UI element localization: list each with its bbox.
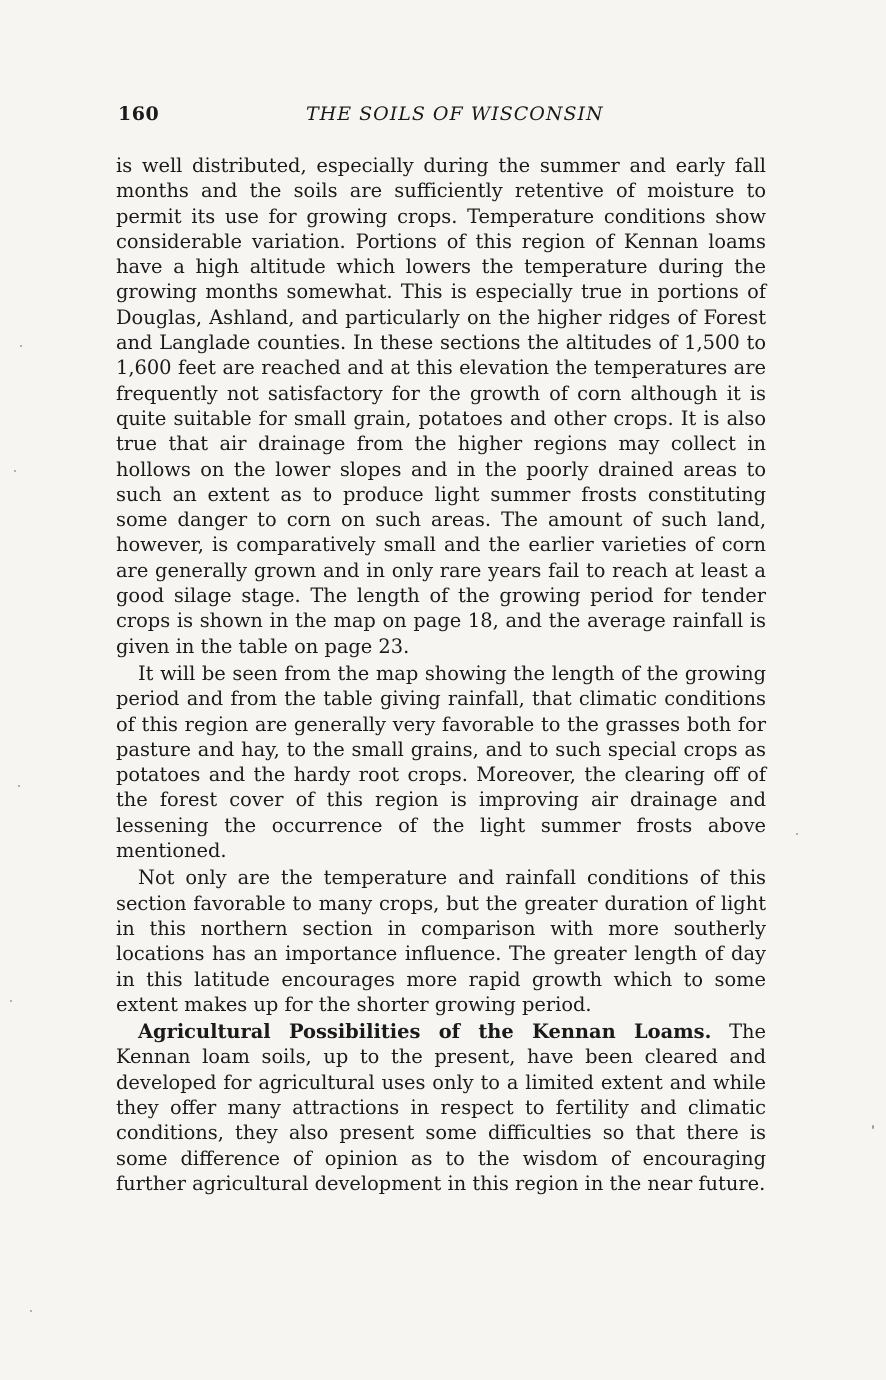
- paragraph-2: It will be seen from the map showing the length of the growing period and from the table giving rainfall, that climatic conditions of this region are generally very favorable to the grasses both for pasture and hay, to the small grains, and to such special crops as potatoes and the hardy root crops. Moreover, the clearing off of the forest cover of this region is improving air drainage and lessening the occurrence of the light summer frosts above mentioned.: [116, 661, 766, 863]
- scan-speck: [796, 833, 798, 835]
- scan-speck: [10, 1000, 12, 1002]
- scan-speck: [20, 345, 22, 347]
- scan-speck: [18, 785, 20, 787]
- running-head: [116, 103, 766, 137]
- paragraph-4: [116, 1019, 766, 1196]
- paragraph-3: Not only are the temperature and rainfall conditions of this section favorable to many crops, but the greater duration of light in this northern section in comparison with more southerly locations has an importance influence. The greater length of day in this latitude encourages more rapid growth which to some extent makes up for the shorter growing period.: [116, 866, 766, 1016]
- scan-speck: [872, 1125, 874, 1129]
- paragraph-1: is well distributed, especially during the summer and early fall months and the soils are sufficiently retentive of moisture to permit its use for growing crops. Temperature conditions show considerable variation. Portions of this region of Kennan loams have a high altitude which lowers the temperature during the growing months somewhat. This is especially true in portions of Douglas, Ashland, and particularly on the higher ridges of Forest and Langlade counties. In these sections the altitudes of 1,500 to 1,600 feet are reached and at this elevation the temperatures are frequently not satisfactory for the growth of corn although it is quite suitable for small grain, potatoes and other crops. It is also true that air drainage from the higher regions may collect in hollows on the lower slopes and in the poorly drained areas to such an extent as to produce light summer frosts constituting some danger to corn on such areas. The amount of such land, however, is comparatively small and the earlier varieties of corn are generally grown and in only rare years fail to reach at least a good silage stage. The length of the growing period for tender crops is shown in the map on page 18, and the average rainfall is given in the table on page 23.: [116, 154, 766, 658]
- scan-speck: [14, 470, 16, 472]
- book-page: [116, 103, 766, 1198]
- page-number: 160: [118, 103, 160, 125]
- running-title: THE SOILS OF WISCONSIN: [306, 103, 604, 125]
- section-heading: Agricultural Possibilities of the Kennan Loams.: [138, 1020, 712, 1044]
- body-text: [116, 153, 766, 1196]
- paragraph-4-text: The Kennan loam soils, up to the present, have been cleared and developed for agricultural uses only to a limited extent and while they offer many attractions in respect to fertility and climatic conditions, they also present some difficulties so that there is some difference of opinion as to the wisdom of encouraging further agricultural development in this region in the near future.: [116, 1020, 766, 1195]
- scan-speck: [30, 1310, 32, 1312]
